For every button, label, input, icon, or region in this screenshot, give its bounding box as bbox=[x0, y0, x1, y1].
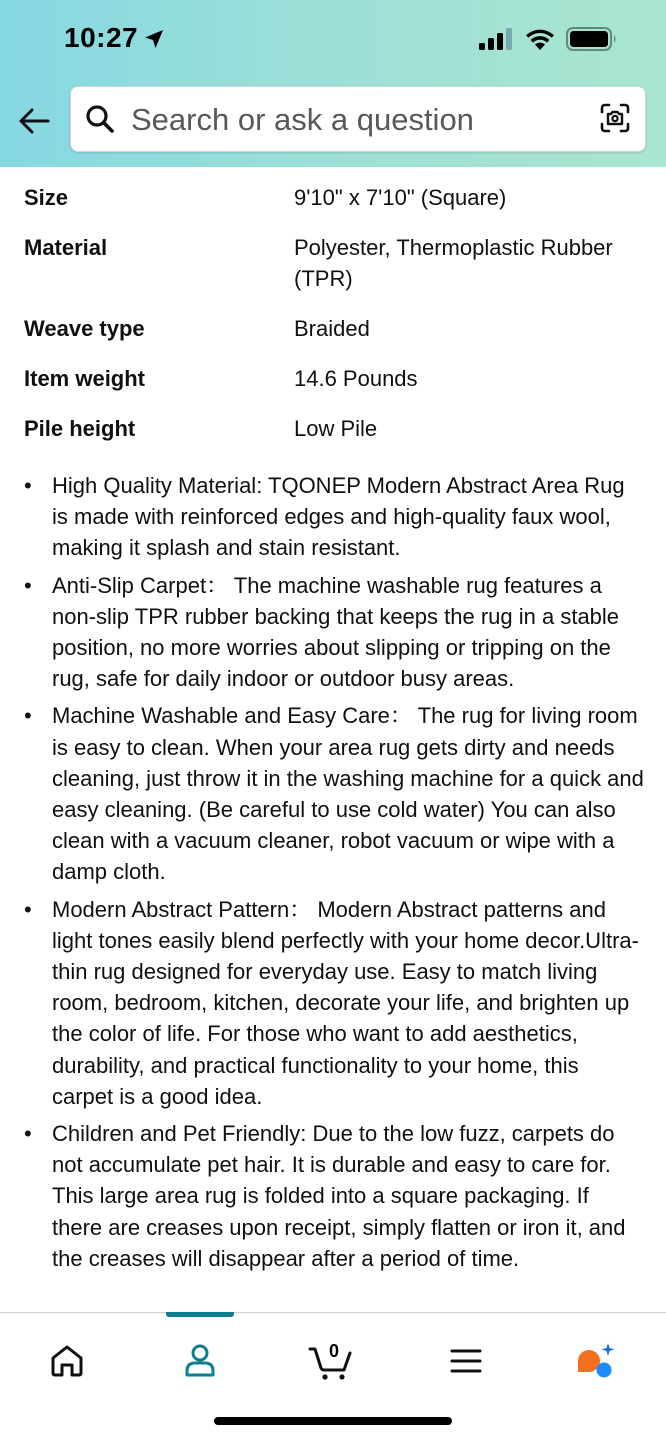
cart-count: 0 bbox=[329, 1341, 340, 1361]
location-arrow-icon bbox=[142, 27, 166, 51]
battery-icon bbox=[566, 27, 618, 51]
bullet-dot-icon: • bbox=[24, 473, 32, 498]
cellular-signal-icon bbox=[478, 28, 514, 50]
list-item bbox=[24, 570, 644, 695]
spec-label: Pile height bbox=[24, 416, 136, 441]
search-input[interactable] bbox=[129, 97, 583, 143]
wifi-icon bbox=[524, 25, 556, 51]
back-arrow-icon[interactable] bbox=[14, 100, 56, 142]
top-header bbox=[0, 0, 666, 167]
spec-value: Low Pile bbox=[294, 416, 378, 441]
cart-button[interactable] bbox=[302, 1331, 362, 1391]
spec-label: Size bbox=[24, 185, 69, 210]
spec-value: 14.6 Pounds bbox=[294, 366, 418, 391]
status-time: 10:27 bbox=[64, 22, 139, 53]
home-icon[interactable] bbox=[37, 1331, 97, 1391]
spec-value: 9'10" x 7'10" (Square) bbox=[294, 185, 507, 210]
spec-value: Braided bbox=[294, 316, 370, 341]
search-bar[interactable] bbox=[70, 86, 646, 152]
spec-row bbox=[24, 313, 644, 344]
menu-icon[interactable] bbox=[436, 1331, 496, 1391]
rufus-assistant-icon[interactable] bbox=[568, 1331, 628, 1391]
home-indicator[interactable] bbox=[214, 1417, 452, 1425]
active-tab-indicator bbox=[166, 1312, 234, 1317]
spec-row bbox=[24, 232, 644, 294]
bullet-text: Machine Washable and Easy Care： The rug for living room is easy to clean. When your area rug gets dirty and needs cleaning, just throw it in the washing machine for a quick and easy cleaning. (Be careful to use cold water) You can also clean with a vacuum cleaner, robot vacuum or wipe with a damp cloth. bbox=[52, 703, 644, 885]
product-specs-table bbox=[24, 182, 644, 463]
about-this-item-list bbox=[24, 470, 644, 1312]
list-item bbox=[24, 700, 644, 887]
spec-label: Item weight bbox=[24, 366, 146, 391]
list-item bbox=[24, 1118, 644, 1274]
spec-value: Polyester, Thermoplastic Rubber (TPR) bbox=[294, 235, 613, 291]
bullet-text: Children and Pet Friendly: Due to the low fuzz, carpets do not accumulate pet hair. It is durable and easy to care for. This large area rug is folded into a square packaging. If there are creases upon receipt, simply flatten or iron it, and the creases will disappear after a period of time. bbox=[52, 1121, 626, 1271]
list-item bbox=[24, 894, 644, 1112]
account-icon[interactable] bbox=[170, 1331, 230, 1391]
list-item bbox=[24, 470, 644, 564]
spec-row bbox=[24, 363, 644, 394]
bullet-text: Modern Abstract Pattern： Modern Abstract patterns and light tones easily blend perfectly with your home decor.Ultra-thin rug designed for everyday use. Easy to match living room, bedroom, kitchen, decorate your life, and brighten up the color of life. For those who want to add aesthetics, durability, and practical functionality to your home, this carpet is a good idea. bbox=[52, 896, 639, 1109]
bullet-dot-icon: • bbox=[24, 572, 32, 598]
camera-scan-icon[interactable] bbox=[599, 102, 631, 134]
bullet-text: Anti-Slip Carpet： The machine washable rug features a non-slip TPR rubber backing that keeps the rug in a stable position, no more worries about slipping or tripping on the rug, safe for daily indoor or outdoor busy areas. bbox=[52, 572, 620, 692]
bullet-text: High Quality Material: TQONEP Modern Abstract Area Rug is made with reinforced edges and high-quality faux wool, making it splash and stain resistant. bbox=[52, 473, 625, 561]
spec-label: Material bbox=[24, 235, 108, 260]
bullet-dot-icon: • bbox=[24, 703, 32, 729]
spec-row bbox=[24, 182, 644, 213]
spec-row bbox=[24, 413, 644, 444]
bullet-dot-icon: • bbox=[24, 896, 32, 922]
bullet-dot-icon: • bbox=[24, 1121, 32, 1147]
search-icon bbox=[85, 104, 115, 134]
spec-label: Weave type bbox=[24, 316, 145, 341]
